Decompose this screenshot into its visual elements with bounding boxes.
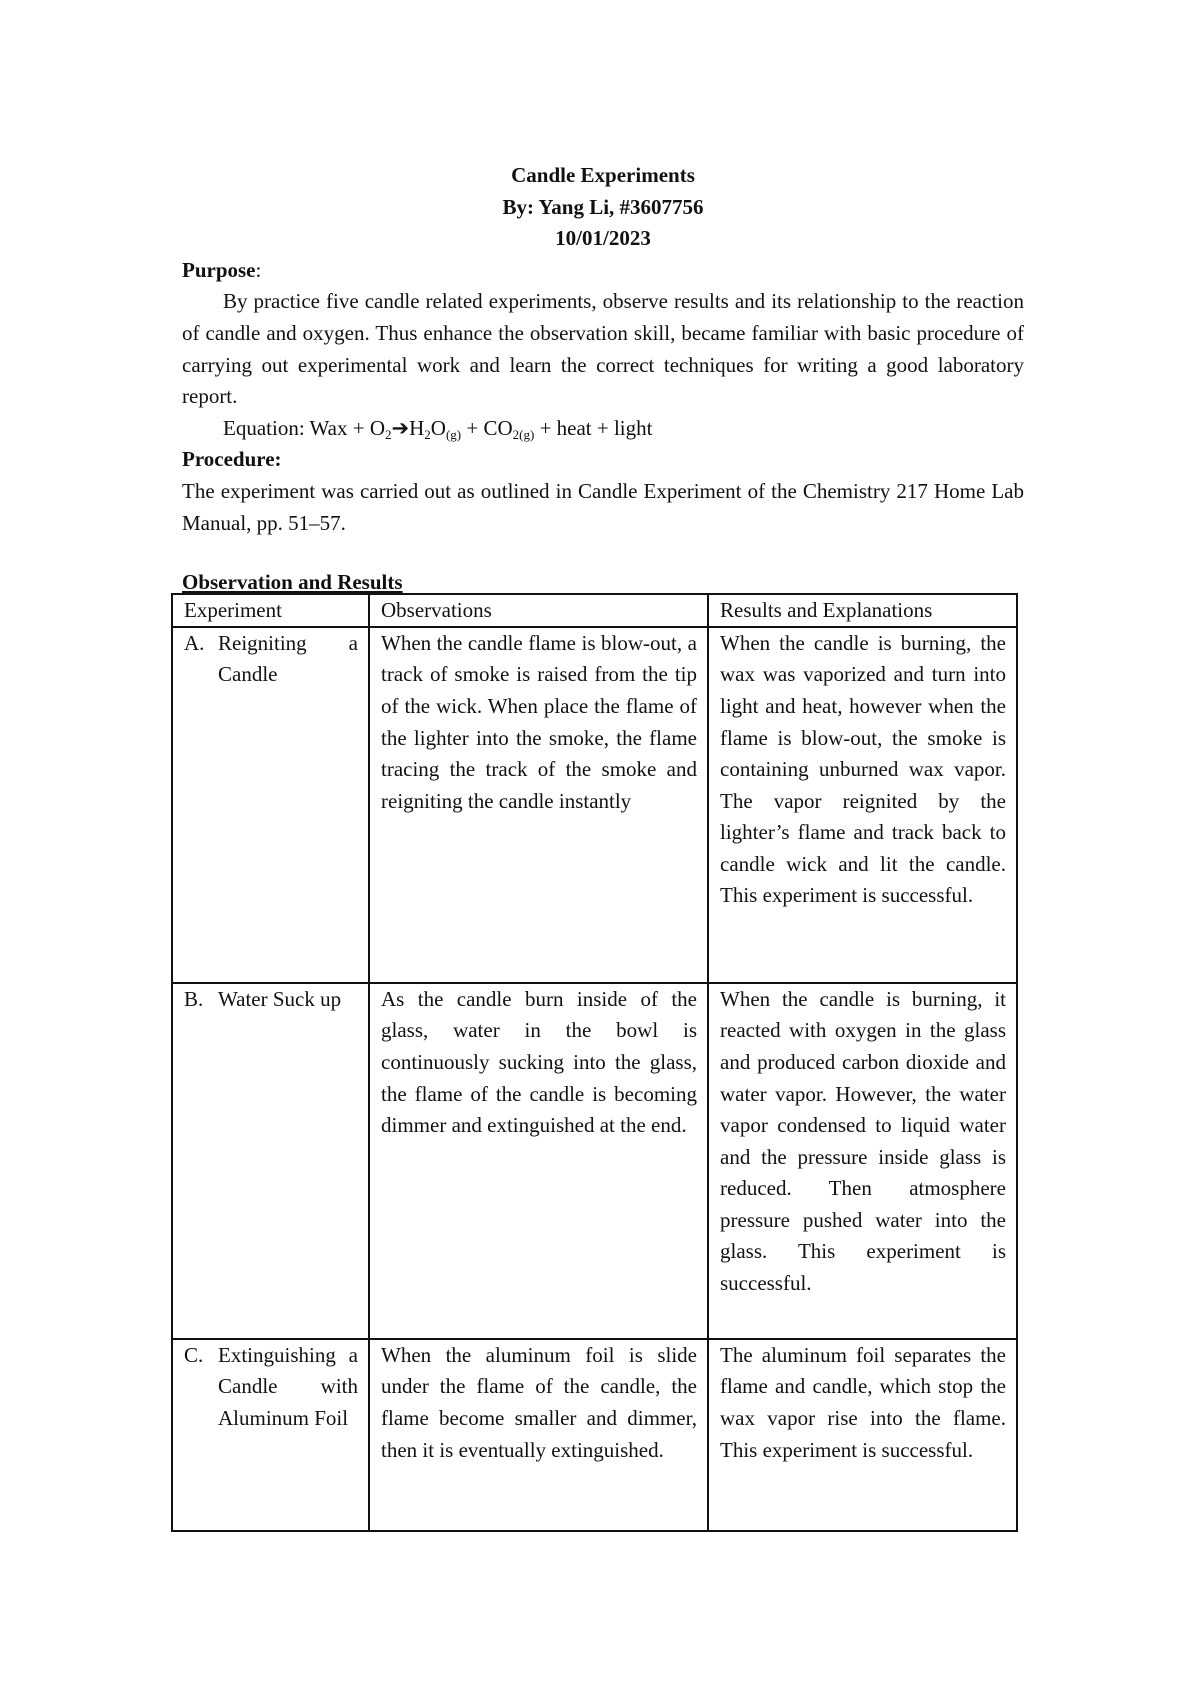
procedure-heading: Procedure: <box>182 447 282 472</box>
explanation-cell: The aluminum foil separates the flame and candle, which stop the wax vapor rise into the flame. This experiment is successful. <box>708 1339 1017 1531</box>
purpose-text: By practice five candle related experiments, observe results and its relationship to the reaction of candle and oxygen. Thus enhance the observation skill, became familiar with basic procedure of carrying out experimental work and learn the correct techniques for writing a good laboratory report. <box>182 289 1024 409</box>
column-header-results: Results and Explanations <box>708 594 1017 627</box>
title-block <box>182 160 1024 255</box>
equation-prefix: Equation: Wax + O <box>223 415 385 440</box>
equation-co: + CO <box>461 415 513 440</box>
document-date: 10/01/2023 <box>555 226 651 251</box>
explanation-cell: When the candle is burning, the wax was vaporized and turn into light and heat, however when the flame is blow-out, the smoke is containing unburned wax vapor. The vapor reignited by the lighter’s flame and track back to candle wick and lit the candle. This experiment is successful. <box>708 627 1017 983</box>
experiment-name: Reigniting a Candle <box>218 630 358 687</box>
table-header-row <box>172 594 1017 627</box>
experiment-name: Extinguishing a Candle with Aluminum Foil <box>218 1342 358 1430</box>
document-content <box>182 160 1024 1532</box>
observation-cell: When the candle flame is blow-out, a track of smoke is raised from the tip of the wick. When place the flame of the lighter into the smoke, the flame tracing the track of the smoke and reigniting the candle instantly <box>369 627 708 983</box>
author-line: By: Yang Li, #3607756 <box>502 194 704 219</box>
equation-o: O <box>430 415 446 440</box>
experiment-cell <box>172 1339 369 1531</box>
purpose-heading <box>182 255 1024 287</box>
reaction-equation <box>182 413 1024 445</box>
h2-subscript: 2 <box>424 426 431 442</box>
table-row <box>172 627 1017 983</box>
observation-cell: As the candle burn inside of the glass, water in the bowl is continuously sucking into the glass, the flame of the candle is becoming dimmer and extinguished at the end. <box>369 983 708 1339</box>
column-header-experiment: Experiment <box>172 594 369 627</box>
table-row <box>172 983 1017 1339</box>
equation-suffix: + heat + light <box>534 415 653 440</box>
co2-subscript: 2(g) <box>512 426 535 442</box>
purpose-label: Purpose <box>182 257 256 282</box>
water-gas-subscript: (g) <box>445 426 462 442</box>
results-table <box>171 593 1018 1532</box>
observation-cell: When the aluminum foil is slide under the flame of the candle, the flame become smaller and dimmer, then it is eventually extinguished. <box>369 1339 708 1531</box>
experiment-cell <box>172 627 369 983</box>
experiment-letter: B. <box>184 986 204 1011</box>
arrow-icon: ➔ <box>391 415 410 440</box>
blank-line <box>182 539 1024 571</box>
table-row <box>172 1339 1017 1531</box>
procedure-text: The experiment was carried out as outlined in Candle Experiment of the Chemistry 217 Home Lab Manual, pp. 51–57. <box>182 478 1024 535</box>
purpose-label-colon: : <box>255 257 262 282</box>
o2-subscript: 2 <box>385 426 392 442</box>
document-title: Candle Experiments <box>511 163 695 187</box>
experiment-name: Water Suck up <box>218 986 342 1011</box>
experiment-cell <box>172 983 369 1339</box>
equation-h: H <box>409 415 425 440</box>
experiment-letter: A. <box>184 630 205 655</box>
explanation-cell: When the candle is burning, it reacted with oxygen in the glass and produced carbon dioxide and water vapor. However, the water vapor condensed to liquid water and the pressure inside glass is reduced. Then atmosphere pressure pushed water into the glass. This experiment is successful. <box>708 983 1017 1339</box>
experiment-letter: C. <box>184 1342 204 1367</box>
results-heading: Observation and Results <box>182 569 403 594</box>
column-header-observations: Observations <box>369 594 708 627</box>
